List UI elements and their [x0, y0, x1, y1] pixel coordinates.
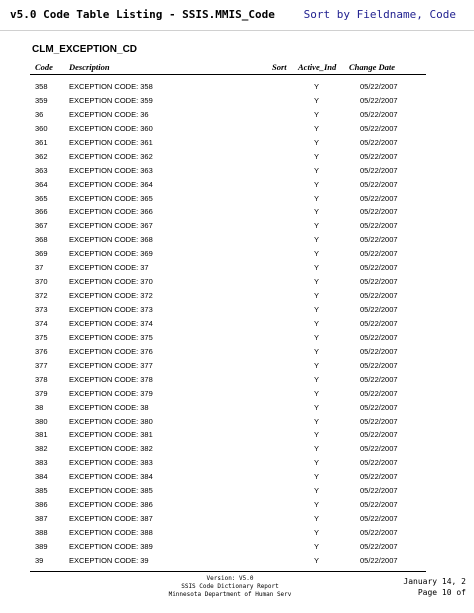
row-code: 383 [35, 458, 48, 468]
row-change-date: 05/22/2007 [360, 416, 398, 426]
row-description: EXCEPTION CODE: 364 [69, 179, 153, 189]
row-code: 360 [35, 123, 48, 133]
code-table [0, 80, 474, 568]
row-code: 378 [35, 374, 48, 384]
row-change-date: 05/22/2007 [360, 500, 398, 510]
footer-report-name: SSIS Code Dictionary Report [181, 583, 279, 590]
section-title: CLM_EXCEPTION_CD [32, 44, 138, 55]
row-change-date: 05/22/2007 [360, 555, 398, 565]
row-active-ind: Y [314, 388, 320, 398]
row-active-ind: Y [314, 486, 320, 496]
row-description: EXCEPTION CODE: 382 [69, 444, 153, 454]
row-code: 385 [35, 486, 48, 496]
table-row [0, 415, 474, 429]
row-active-ind: Y [314, 402, 320, 412]
row-description: EXCEPTION CODE: 373 [69, 305, 153, 314]
table-row [0, 150, 474, 164]
row-code: 386 [35, 500, 48, 510]
table-row [0, 261, 474, 275]
row-code: 382 [35, 444, 48, 454]
row-code: 381 [35, 430, 48, 440]
row-description: EXCEPTION CODE: 387 [69, 514, 153, 524]
row-active-ind: Y [314, 444, 320, 454]
row-active-ind: Y [314, 360, 320, 370]
table-row [0, 373, 474, 387]
row-change-date: 05/22/2007 [360, 528, 398, 537]
row-description: EXCEPTION CODE: 36 [69, 109, 149, 119]
report-header [0, 0, 474, 30]
row-active-ind: Y [314, 374, 320, 384]
row-code: 370 [35, 277, 48, 287]
row-active-ind: Y [314, 165, 320, 175]
row-code: 380 [35, 416, 48, 426]
sort-note: Sort by Fieldname, Code [303, 8, 456, 21]
row-description: EXCEPTION CODE: 38 [69, 402, 149, 412]
row-change-date: 05/22/2007 [360, 221, 398, 231]
row-active-ind: Y [314, 193, 320, 203]
footer-page-number: Page 10 of [417, 588, 466, 597]
table-row [0, 205, 474, 219]
row-change-date: 05/22/2007 [360, 541, 398, 551]
row-description: EXCEPTION CODE: 389 [69, 541, 153, 551]
row-active-ind: Y [314, 221, 320, 231]
row-code: 372 [35, 291, 48, 301]
row-active-ind: Y [314, 277, 320, 287]
row-change-date: 05/22/2007 [360, 374, 398, 384]
row-change-date: 05/22/2007 [360, 318, 398, 328]
row-code: 358 [35, 82, 48, 91]
row-active-ind: Y [314, 555, 320, 565]
row-change-date: 05/22/2007 [360, 305, 398, 314]
row-active-ind: Y [314, 95, 320, 105]
row-change-date: 05/22/2007 [360, 95, 398, 105]
row-description: EXCEPTION CODE: 372 [69, 291, 153, 301]
row-active-ind: Y [314, 332, 320, 342]
row-code: 363 [35, 165, 48, 175]
row-change-date: 05/22/2007 [360, 123, 398, 133]
row-description: EXCEPTION CODE: 369 [69, 249, 153, 259]
row-change-date: 05/22/2007 [360, 458, 398, 468]
table-row [0, 303, 474, 317]
row-description: EXCEPTION CODE: 380 [69, 416, 153, 426]
row-change-date: 05/22/2007 [360, 486, 398, 496]
footer-divider [30, 571, 426, 572]
row-code: 369 [35, 249, 48, 259]
table-row [0, 192, 474, 206]
row-change-date: 05/22/2007 [360, 430, 398, 440]
row-description: EXCEPTION CODE: 358 [69, 82, 153, 91]
row-code: 37 [35, 263, 44, 273]
row-description: EXCEPTION CODE: 376 [69, 346, 153, 356]
row-active-ind: Y [314, 472, 320, 482]
report-title: v5.0 Code Table Listing - SSIS.MMIS_Code [10, 8, 275, 21]
row-change-date: 05/22/2007 [360, 82, 398, 91]
table-row [0, 331, 474, 345]
column-header-divider [30, 74, 426, 75]
table-row [0, 540, 474, 554]
row-active-ind: Y [314, 514, 320, 524]
row-change-date: 05/22/2007 [360, 291, 398, 301]
row-description: EXCEPTION CODE: 386 [69, 500, 153, 510]
table-row [0, 219, 474, 233]
row-description: EXCEPTION CODE: 37 [69, 263, 149, 273]
row-code: 389 [35, 541, 48, 551]
table-row [0, 428, 474, 442]
table-row [0, 233, 474, 247]
row-change-date: 05/22/2007 [360, 179, 398, 189]
table-row [0, 554, 474, 568]
table-row [0, 178, 474, 192]
table-row [0, 498, 474, 512]
row-change-date: 05/22/2007 [360, 109, 398, 119]
footer-page-info [403, 576, 466, 598]
row-active-ind: Y [314, 123, 320, 133]
table-row [0, 136, 474, 150]
row-description: EXCEPTION CODE: 383 [69, 458, 153, 468]
row-description: EXCEPTION CODE: 377 [69, 360, 153, 370]
table-row [0, 345, 474, 359]
table-row [0, 289, 474, 303]
row-change-date: 05/22/2007 [360, 137, 398, 147]
row-code: 367 [35, 221, 48, 231]
table-row [0, 387, 474, 401]
row-change-date: 05/22/2007 [360, 165, 398, 175]
row-description: EXCEPTION CODE: 368 [69, 235, 153, 245]
row-description: EXCEPTION CODE: 370 [69, 277, 153, 287]
column-header-active-ind: Active_Ind [298, 62, 337, 72]
column-header-sort: Sort [272, 62, 287, 72]
row-description: EXCEPTION CODE: 374 [69, 318, 153, 328]
row-change-date: 05/22/2007 [360, 151, 398, 161]
row-code: 39 [35, 555, 44, 565]
row-active-ind: Y [314, 249, 320, 259]
table-row [0, 484, 474, 498]
row-change-date: 05/22/2007 [360, 444, 398, 454]
row-description: EXCEPTION CODE: 378 [69, 374, 153, 384]
table-row [0, 247, 474, 261]
row-active-ind: Y [314, 109, 320, 119]
row-description: EXCEPTION CODE: 365 [69, 193, 153, 203]
row-active-ind: Y [314, 137, 320, 147]
row-code: 384 [35, 472, 48, 482]
row-code: 38 [35, 402, 44, 412]
row-change-date: 05/22/2007 [360, 193, 398, 203]
row-description: EXCEPTION CODE: 361 [69, 137, 153, 147]
table-row [0, 442, 474, 456]
row-description: EXCEPTION CODE: 381 [69, 430, 153, 440]
row-active-ind: Y [314, 528, 320, 537]
row-active-ind: Y [314, 291, 320, 301]
table-row [0, 359, 474, 373]
row-code: 388 [35, 528, 48, 537]
row-code: 368 [35, 235, 48, 245]
footer-department: Minnesota Department of Human Serv [168, 591, 292, 598]
row-active-ind: Y [314, 263, 320, 273]
row-code: 387 [35, 514, 48, 524]
row-code: 379 [35, 388, 48, 398]
table-row [0, 275, 474, 289]
row-description: EXCEPTION CODE: 360 [69, 123, 153, 133]
row-change-date: 05/22/2007 [360, 402, 398, 412]
row-change-date: 05/22/2007 [360, 360, 398, 370]
row-active-ind: Y [314, 416, 320, 426]
row-change-date: 05/22/2007 [360, 235, 398, 245]
row-code: 373 [35, 305, 48, 314]
row-active-ind: Y [314, 500, 320, 510]
row-code: 361 [35, 137, 48, 147]
row-active-ind: Y [314, 346, 320, 356]
row-active-ind: Y [314, 305, 320, 314]
row-change-date: 05/22/2007 [360, 207, 398, 217]
table-row [0, 80, 474, 94]
table-row [0, 470, 474, 484]
row-description: EXCEPTION CODE: 39 [69, 555, 149, 565]
row-change-date: 05/22/2007 [360, 388, 398, 398]
row-active-ind: Y [314, 179, 320, 189]
row-code: 376 [35, 346, 48, 356]
row-description: EXCEPTION CODE: 367 [69, 221, 153, 231]
header-divider [0, 30, 474, 31]
row-code: 366 [35, 207, 48, 217]
row-change-date: 05/22/2007 [360, 346, 398, 356]
row-active-ind: Y [314, 151, 320, 161]
table-row [0, 108, 474, 122]
row-change-date: 05/22/2007 [360, 472, 398, 482]
row-code: 365 [35, 193, 48, 203]
footer-date: January 14, 2 [403, 577, 466, 586]
row-change-date: 05/22/2007 [360, 263, 398, 273]
column-header-code: Code [35, 62, 53, 72]
row-change-date: 05/22/2007 [360, 332, 398, 342]
table-row [0, 512, 474, 526]
row-description: EXCEPTION CODE: 362 [69, 151, 153, 161]
row-code: 377 [35, 360, 48, 370]
table-row [0, 164, 474, 178]
row-description: EXCEPTION CODE: 363 [69, 165, 153, 175]
row-active-ind: Y [314, 82, 320, 91]
row-active-ind: Y [314, 430, 320, 440]
row-code: 36 [35, 109, 44, 119]
footer-version: Version: V5.0 [206, 575, 254, 582]
row-change-date: 05/22/2007 [360, 514, 398, 524]
column-header-change-date: Change Date [349, 62, 396, 72]
row-code: 362 [35, 151, 48, 161]
row-code: 374 [35, 318, 48, 328]
row-active-ind: Y [314, 541, 320, 551]
row-description: EXCEPTION CODE: 385 [69, 486, 153, 496]
row-description: EXCEPTION CODE: 359 [69, 95, 153, 105]
table-row [0, 456, 474, 470]
row-active-ind: Y [314, 318, 320, 328]
row-change-date: 05/22/2007 [360, 277, 398, 287]
row-code: 364 [35, 179, 48, 189]
table-row [0, 317, 474, 331]
table-row [0, 122, 474, 136]
row-description: EXCEPTION CODE: 388 [69, 528, 153, 537]
row-description: EXCEPTION CODE: 375 [69, 332, 153, 342]
row-code: 375 [35, 332, 48, 342]
footer-info [150, 575, 310, 599]
column-header-description: Description [69, 62, 110, 72]
row-description: EXCEPTION CODE: 366 [69, 207, 153, 217]
row-active-ind: Y [314, 458, 320, 468]
table-row [0, 526, 474, 540]
row-change-date: 05/22/2007 [360, 249, 398, 259]
row-active-ind: Y [314, 207, 320, 217]
table-row [0, 401, 474, 415]
row-description: EXCEPTION CODE: 384 [69, 472, 153, 482]
row-description: EXCEPTION CODE: 379 [69, 388, 153, 398]
table-row [0, 94, 474, 108]
row-code: 359 [35, 95, 48, 105]
row-active-ind: Y [314, 235, 320, 245]
